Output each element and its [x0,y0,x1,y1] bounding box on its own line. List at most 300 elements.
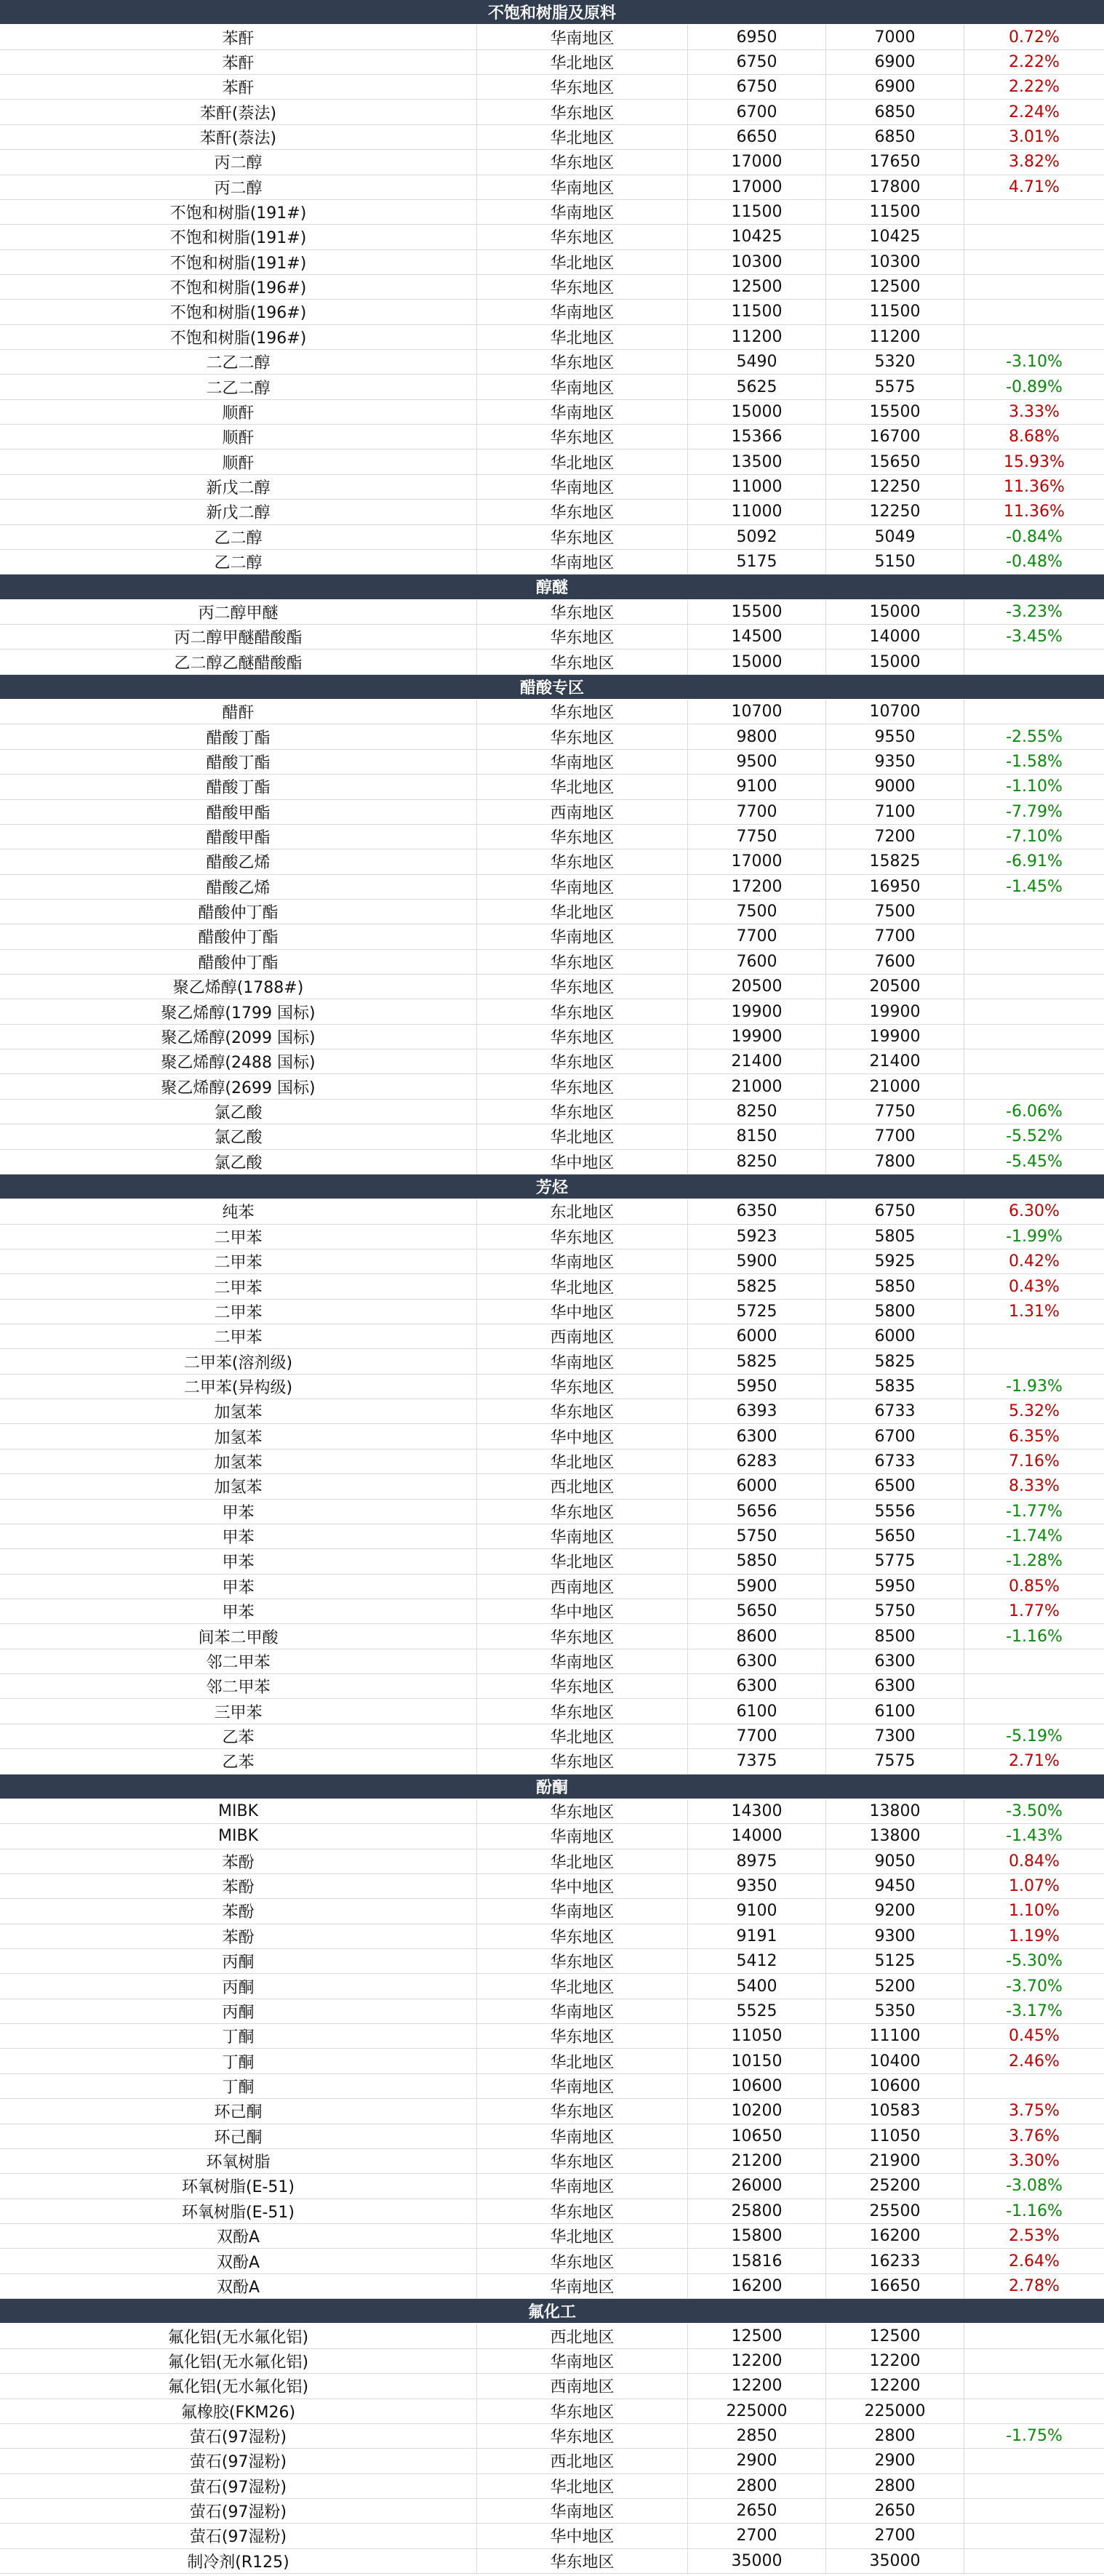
previous-price-cell: 19900 [688,1025,826,1049]
region-cell: 华东地区 [477,350,688,374]
table-row [0,1049,1104,1074]
table-row [0,2149,1104,2174]
table-row [0,2349,1104,2374]
table-row [0,1424,1104,1449]
previous-price-cell: 7500 [688,900,826,924]
previous-price-cell: 10650 [688,2124,826,2148]
change-percent-cell: -3.45% [1006,628,1063,647]
product-name-cell: 顺酐 [0,449,477,473]
region-cell: 西北地区 [477,2449,688,2473]
current-price-cell: 35000 [826,2549,964,2573]
current-price-cell: 6300 [826,1649,964,1673]
current-price-cell: 5825 [826,1349,964,1373]
change-percent-cell [964,2324,1104,2348]
product-name-cell: 萤石(97湿粉) [0,2524,477,2548]
table-row [0,2174,1104,2199]
current-price-cell: 9550 [826,724,964,748]
product-name-cell: 丁酮 [0,2049,477,2073]
current-price-cell: 9000 [826,775,964,799]
section-header: 酚酮 [0,1775,1104,1799]
previous-price-cell: 5900 [688,1575,826,1599]
region-cell: 华南地区 [477,2499,688,2523]
region-cell: 华东地区 [477,999,688,1023]
change-percent-cell: 1.19% [1009,1927,1060,1945]
previous-price-cell: 5850 [688,1549,826,1573]
table-row [0,100,1104,124]
table-row [0,1649,1104,1674]
change-percent-cell [964,275,1104,299]
current-price-cell: 5556 [826,1500,964,1524]
region-cell: 华南地区 [477,1249,688,1273]
region-cell: 华东地区 [477,2149,688,2173]
product-name-cell: 邻二甲苯 [0,1649,477,1673]
product-name-cell: 加氢苯 [0,1424,477,1448]
change-percent-cell: -1.16% [1006,2201,1063,2220]
product-name-cell: 二甲苯(异构级) [0,1375,477,1399]
change-percent-cell: -2.55% [1006,727,1063,746]
region-cell: 华南地区 [477,1824,688,1848]
region-cell: 华东地区 [477,975,688,999]
previous-price-cell: 10700 [688,700,826,724]
change-percent-cell: 11.36% [1004,503,1065,521]
previous-price-cell: 7375 [688,1749,826,1773]
region-cell: 华北地区 [477,1849,688,1873]
region-cell: 华东地区 [477,1674,688,1698]
change-percent-cell: 11.36% [1004,478,1065,496]
product-name-cell: 丙酮 [0,1949,477,1973]
product-name-cell: 乙二醇 [0,550,477,574]
region-cell: 华北地区 [477,1274,688,1298]
region-cell: 华东地区 [477,1699,688,1723]
table-row [0,1549,1104,1574]
product-name-cell: 甲苯 [0,1575,477,1599]
current-price-cell: 17650 [826,150,964,174]
previous-price-cell: 17000 [688,150,826,174]
current-price-cell: 5575 [826,375,964,399]
change-percent-cell [964,2399,1104,2423]
current-price-cell: 9450 [826,1874,964,1898]
change-percent-cell [964,1699,1104,1723]
product-name-cell: 甲苯 [0,1500,477,1524]
previous-price-cell: 5490 [688,350,826,374]
previous-price-cell: 5092 [688,525,826,549]
product-name-cell: 环氧树脂(E-51) [0,2199,477,2223]
region-cell: 西北地区 [477,1474,688,1498]
table-row [0,1199,1104,1224]
previous-price-cell: 8975 [688,1849,826,1873]
change-percent-cell [964,325,1104,349]
region-cell: 华东地区 [477,724,688,748]
product-name-cell: 丙酮 [0,1999,477,2023]
previous-price-cell: 26000 [688,2174,826,2198]
current-price-cell: 5950 [826,1575,964,1599]
region-cell: 华北地区 [477,325,688,349]
region-cell: 华东地区 [477,2024,688,2048]
table-row [0,250,1104,275]
change-percent-cell: 1.07% [1009,1877,1060,1896]
table-row [0,375,1104,399]
previous-price-cell: 6750 [688,75,826,99]
product-name-cell: 二乙二醇 [0,350,477,374]
product-name-cell: 二甲苯 [0,1225,477,1249]
table-row [0,275,1104,300]
table-row [0,1924,1104,1949]
change-percent-cell: 8.68% [1009,428,1060,447]
current-price-cell: 10300 [826,250,964,274]
current-price-cell: 10600 [826,2074,964,2098]
region-cell: 华南地区 [477,25,688,49]
table-row [0,300,1104,324]
table-row [0,325,1104,350]
previous-price-cell: 6283 [688,1449,826,1473]
region-cell: 华东地区 [477,225,688,249]
previous-price-cell: 11200 [688,325,826,349]
current-price-cell: 5350 [826,1999,964,2023]
change-percent-cell: -5.30% [1006,1952,1063,1971]
previous-price-cell: 21000 [688,1074,826,1098]
current-price-cell: 6900 [826,75,964,99]
change-percent-cell: 2.71% [1009,1752,1060,1771]
current-price-cell: 7100 [826,800,964,824]
region-cell: 华南地区 [477,924,688,948]
previous-price-cell: 15000 [688,400,826,424]
table-row [0,649,1104,674]
product-name-cell: 聚乙烯醇(2699 国标) [0,1074,477,1098]
table-row [0,2074,1104,2099]
current-price-cell: 2800 [826,2424,964,2448]
table-row [0,1474,1104,1499]
region-cell: 华北地区 [477,2049,688,2073]
current-price-cell: 13800 [826,1824,964,1848]
previous-price-cell: 17200 [688,875,826,899]
change-percent-cell: -1.43% [1006,1827,1063,1846]
change-percent-cell: -7.79% [1006,802,1063,821]
product-name-cell: 丙二醇 [0,150,477,174]
previous-price-cell: 20500 [688,975,826,999]
table-row [0,500,1104,524]
current-price-cell: 5835 [826,1375,964,1399]
previous-price-cell: 8600 [688,1624,826,1648]
change-percent-cell: -1.74% [1006,1527,1063,1546]
table-row [0,2499,1104,2524]
previous-price-cell: 15800 [688,2224,826,2248]
current-price-cell: 10583 [826,2099,964,2123]
previous-price-cell: 14500 [688,625,826,649]
product-name-cell: 醋酸丁酯 [0,750,477,774]
table-row [0,800,1104,825]
table-row [0,1674,1104,1699]
product-name-cell: 乙苯 [0,1724,477,1748]
current-price-cell: 11050 [826,2124,964,2148]
previous-price-cell: 13500 [688,449,826,473]
table-row [0,25,1104,49]
current-price-cell: 6300 [826,1674,964,1698]
change-percent-cell: -3.08% [1006,2177,1063,2196]
table-row [0,150,1104,175]
current-price-cell: 9050 [826,1849,964,1873]
product-name-cell: 加氢苯 [0,1449,477,1473]
change-percent-cell [964,225,1104,249]
change-percent-cell [964,250,1104,274]
previous-price-cell: 2900 [688,2449,826,2473]
product-name-cell: MIBK [0,1824,477,1848]
change-percent-cell: -3.23% [1006,602,1063,621]
change-percent-cell: 1.31% [1009,1302,1060,1321]
region-cell: 华南地区 [477,2349,688,2373]
region-cell: 华东地区 [477,100,688,124]
product-name-cell: 乙二醇乙醚醋酸酯 [0,649,477,673]
region-cell: 华北地区 [477,1124,688,1148]
current-price-cell: 5775 [826,1549,964,1573]
product-name-cell: 不饱和树脂(191#) [0,225,477,249]
change-percent-cell [964,924,1104,948]
change-percent-cell: -0.48% [1006,553,1063,572]
previous-price-cell: 7700 [688,924,826,948]
region-cell: 华东地区 [477,1375,688,1399]
previous-price-cell: 5923 [688,1225,826,1249]
product-name-cell: 间苯二甲酸 [0,1624,477,1648]
change-percent-cell: 3.30% [1009,2152,1060,2171]
previous-price-cell: 5625 [688,375,826,399]
previous-price-cell: 2700 [688,2524,826,2548]
previous-price-cell: 6650 [688,125,826,149]
table-row [0,1274,1104,1299]
change-percent-cell: 2.24% [1009,103,1060,121]
change-percent-cell: 0.85% [1009,1577,1060,1596]
current-price-cell: 7750 [826,1100,964,1124]
change-percent-cell: -1.10% [1006,777,1063,796]
current-price-cell: 11500 [826,300,964,324]
change-percent-cell: 3.76% [1009,2127,1060,2145]
change-percent-cell: 5.32% [1009,1402,1060,1421]
region-cell: 西南地区 [477,1324,688,1348]
region-cell: 华南地区 [477,475,688,499]
current-price-cell: 5049 [826,525,964,549]
current-price-cell: 20500 [826,975,964,999]
previous-price-cell: 15000 [688,649,826,673]
previous-price-cell: 35000 [688,2549,826,2573]
region-cell: 华东地区 [477,825,688,849]
table-row [0,50,1104,75]
table-row [0,2549,1104,2574]
product-name-cell: 纯苯 [0,1199,477,1223]
change-percent-cell [964,2349,1104,2373]
product-name-cell: 苯酐(萘法) [0,125,477,149]
region-cell: 华南地区 [477,200,688,224]
table-row [0,425,1104,449]
previous-price-cell: 5900 [688,1249,826,1273]
table-row [0,2424,1104,2449]
region-cell: 西北地区 [477,2324,688,2348]
region-cell: 华东地区 [477,2249,688,2273]
previous-price-cell: 8250 [688,1100,826,1124]
table-row [0,1375,1104,1399]
change-percent-cell [964,300,1104,324]
table-row [0,1524,1104,1549]
section-header: 不饱和树脂及原料 [0,0,1104,25]
product-name-cell: 萤石(97湿粉) [0,2499,477,2523]
table-row [0,999,1104,1024]
current-price-cell: 14000 [826,625,964,649]
product-name-cell: 苯酐(萘法) [0,100,477,124]
table-row [0,1300,1104,1324]
table-row [0,2199,1104,2224]
previous-price-cell: 2850 [688,2424,826,2448]
table-row [0,2324,1104,2348]
previous-price-cell: 5175 [688,550,826,574]
product-name-cell: 不饱和树脂(196#) [0,300,477,324]
product-name-cell: 聚乙烯醇(1788#) [0,975,477,999]
region-cell: 华北地区 [477,900,688,924]
current-price-cell: 6750 [826,1199,964,1223]
change-percent-cell: 7.16% [1009,1452,1060,1471]
current-price-cell: 7600 [826,950,964,974]
product-name-cell: 醋酸仲丁酯 [0,900,477,924]
previous-price-cell: 2650 [688,2499,826,2523]
table-row [0,2374,1104,2399]
change-percent-cell [964,1049,1104,1073]
change-percent-cell: -3.17% [1006,2001,1063,2020]
change-percent-cell [964,649,1104,673]
table-row [0,1150,1104,1175]
change-percent-cell: 0.42% [1009,1252,1060,1271]
region-cell: 华南地区 [477,2074,688,2098]
change-percent-cell: 3.33% [1009,402,1060,421]
table-row [0,1824,1104,1849]
current-price-cell: 8500 [826,1624,964,1648]
region-cell: 华中地区 [477,1150,688,1174]
table-row [0,550,1104,575]
table-row [0,1349,1104,1374]
previous-price-cell: 6000 [688,1324,826,1348]
previous-price-cell: 9350 [688,1874,826,1898]
previous-price-cell: 11000 [688,500,826,524]
previous-price-cell: 10300 [688,250,826,274]
current-price-cell: 7300 [826,1724,964,1748]
table-row [0,1575,1104,1599]
product-name-cell: 二甲苯 [0,1249,477,1273]
current-price-cell: 15000 [826,600,964,624]
previous-price-cell: 6950 [688,25,826,49]
change-percent-cell: 4.71% [1009,177,1060,196]
change-percent-cell: 3.75% [1009,2102,1060,2121]
change-percent-cell: -0.89% [1006,377,1063,396]
change-percent-cell [964,999,1104,1023]
current-price-cell: 5320 [826,350,964,374]
previous-price-cell: 12200 [688,2349,826,2373]
change-percent-cell: 0.72% [1009,28,1060,47]
region-cell: 华北地区 [477,2224,688,2248]
region-cell: 西南地区 [477,800,688,824]
table-row [0,1624,1104,1649]
previous-price-cell: 6300 [688,1424,826,1448]
product-name-cell: 甲苯 [0,1524,477,1548]
table-row [0,700,1104,724]
table-row [0,1225,1104,1249]
table-row [0,2049,1104,2073]
previous-price-cell: 6700 [688,100,826,124]
change-percent-cell: -3.10% [1006,353,1063,372]
change-percent-cell: 6.35% [1009,1427,1060,1446]
region-cell: 华中地区 [477,2524,688,2548]
current-price-cell: 12250 [826,475,964,499]
current-price-cell: 5200 [826,1974,964,1998]
table-row [0,2449,1104,2473]
current-price-cell: 7200 [826,825,964,849]
region-cell: 华北地区 [477,1449,688,1473]
region-cell: 华南地区 [477,400,688,424]
table-row [0,950,1104,975]
region-cell: 华中地区 [477,1599,688,1623]
table-row [0,1899,1104,1924]
previous-price-cell: 9191 [688,1924,826,1948]
change-percent-cell: -1.99% [1006,1227,1063,1246]
current-price-cell: 12250 [826,500,964,524]
table-row [0,825,1104,849]
region-cell: 华东地区 [477,1949,688,1973]
product-name-cell: 醋酸仲丁酯 [0,924,477,948]
current-price-cell: 6850 [826,100,964,124]
change-percent-cell [964,200,1104,224]
current-price-cell: 7800 [826,1150,964,1174]
previous-price-cell: 15366 [688,425,826,449]
change-percent-cell: 2.22% [1009,78,1060,97]
table-row [0,175,1104,200]
region-cell: 华东地区 [477,425,688,449]
previous-price-cell: 10150 [688,2049,826,2073]
current-price-cell: 25200 [826,2174,964,2198]
previous-price-cell: 225000 [688,2399,826,2423]
current-price-cell: 12500 [826,275,964,299]
table-row [0,1974,1104,1999]
current-price-cell: 16950 [826,875,964,899]
product-name-cell: 新戊二醇 [0,475,477,499]
current-price-cell: 2700 [826,2524,964,2548]
table-row [0,1324,1104,1349]
table-row [0,1025,1104,1049]
product-name-cell: 乙苯 [0,1749,477,1773]
section-header: 芳烃 [0,1175,1104,1199]
region-cell: 华东地区 [477,1500,688,1524]
product-name-cell: 萤石(97湿粉) [0,2424,477,2448]
change-percent-cell [964,1025,1104,1049]
change-percent-cell [964,950,1104,974]
table-row [0,975,1104,999]
product-name-cell: 苯酚 [0,1899,477,1923]
product-name-cell: 苯酚 [0,1924,477,1948]
table-row [0,2524,1104,2548]
current-price-cell: 6850 [826,125,964,149]
previous-price-cell: 5825 [688,1274,826,1298]
previous-price-cell: 21200 [688,2149,826,2173]
product-name-cell: 聚乙烯醇(2488 国标) [0,1049,477,1073]
change-percent-cell: -5.19% [1006,1727,1063,1745]
previous-price-cell: 5650 [688,1599,826,1623]
table-row [0,2024,1104,2049]
region-cell: 华南地区 [477,1899,688,1923]
previous-price-cell: 12500 [688,2324,826,2348]
product-name-cell: 二甲苯(溶剂级) [0,1349,477,1373]
previous-price-cell: 5412 [688,1949,826,1973]
region-cell: 华东地区 [477,950,688,974]
table-row [0,1100,1104,1124]
current-price-cell: 21400 [826,1049,964,1073]
region-cell: 华东地区 [477,1799,688,1823]
previous-price-cell: 9100 [688,775,826,799]
current-price-cell: 6000 [826,1324,964,1348]
previous-price-cell: 15816 [688,2249,826,2273]
table-row [0,600,1104,625]
